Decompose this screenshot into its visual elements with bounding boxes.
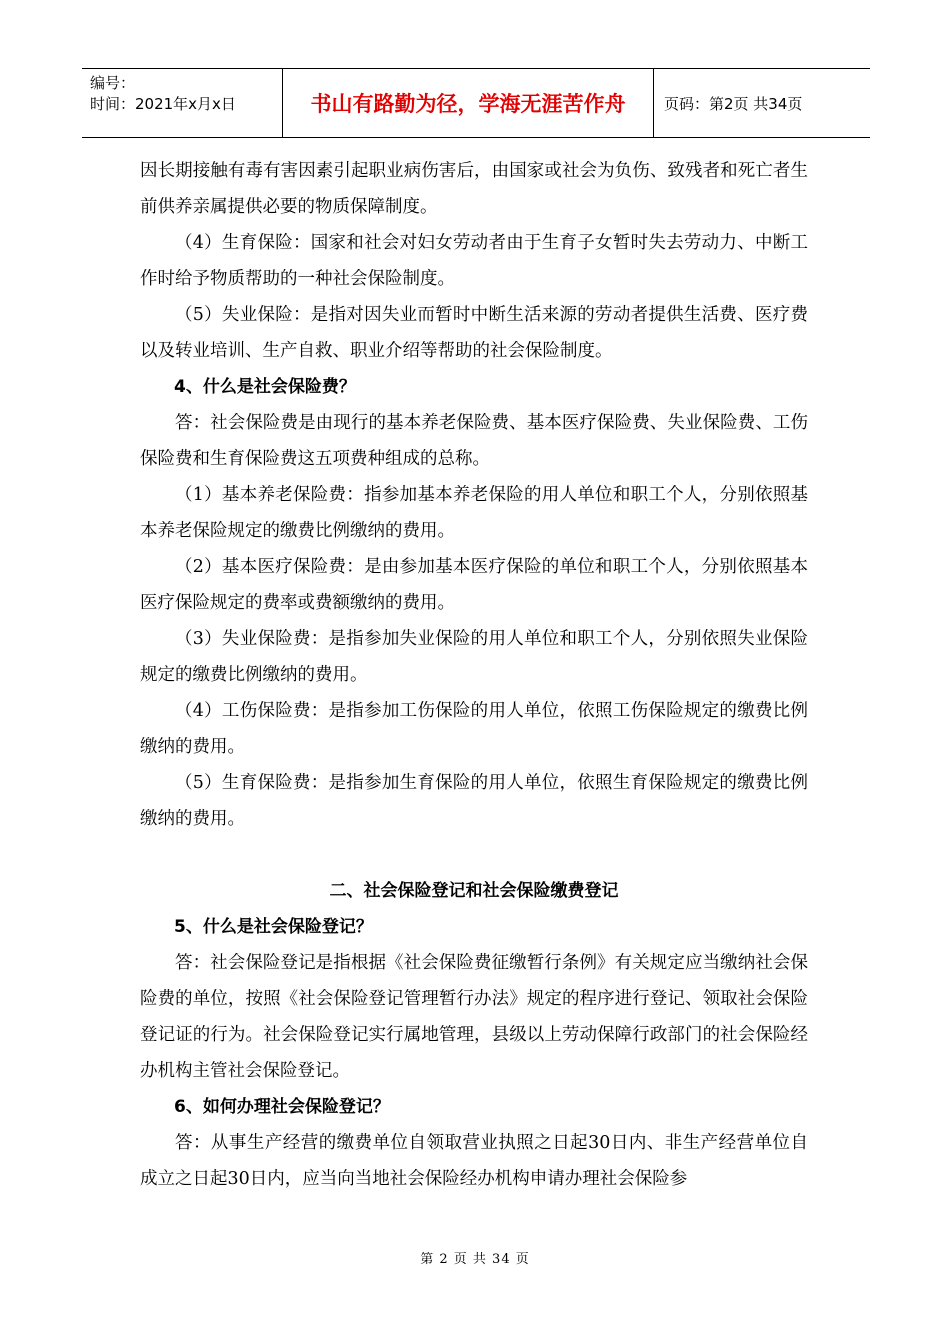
question-heading: 6、如何办理社会保险登记？ <box>174 1097 390 1117</box>
paragraph: （4）工伤保险费：是指参加工伤保险的用人单位，依照工伤保险规定的缴费比例缴纳的费用。 <box>140 701 808 757</box>
answer-paragraph: 答：社会保险费是由现行的基本养老保险费、基本医疗保险费、失业保险费、工伤保险费和生育保险费这五项费种组成的总称。 <box>140 413 808 469</box>
paragraph: （1）基本养老保险费：指参加基本养老保险的用人单位和职工个人，分别依照基本养老保险规定的缴费比例缴纳的费用。 <box>140 485 808 541</box>
page-footer: 第 2 页 共 34 页 <box>420 1252 530 1267</box>
paragraph: （2）基本医疗保险费：是由参加基本医疗保险的单位和职工个人，分别依照基本医疗保险规定的费率或费额缴纳的费用。 <box>140 557 808 613</box>
paragraph: 因长期接触有毒有害因素引起职业病伤害后，由国家或社会为负伤、致残者和死亡者生前供养亲属提供必要的物质保障制度。 <box>140 161 808 217</box>
header-motto: 书山有路勤为径，学海无涯苦作舟 <box>283 69 654 137</box>
time-label: 时间：2021年x月x日 <box>90 95 236 113</box>
section-heading: 二、社会保险登记和社会保险缴费登记 <box>329 881 619 901</box>
paragraph: （5）生育保险费：是指参加生育保险的用人单位，依照生育保险规定的缴费比例缴纳的费用。 <box>140 773 808 829</box>
paragraph: （5）失业保险：是指对因失业而暂时中断生活来源的劳动者提供生活费、医疗费以及转业培训、生产自救、职业介绍等帮助的社会保险制度。 <box>140 305 808 361</box>
answer-paragraph: 答：从事生产经营的缴费单位自领取营业执照之日起30日内、非生产经营单位自成立之日起30日内，应当向当地社会保险经办机构申请办理社会保险参 <box>140 1133 808 1189</box>
paragraph: （4）生育保险：国家和社会对妇女劳动者由于生育子女暂时失去劳动力、中断工作时给予物质帮助的一种社会保险制度。 <box>140 233 808 289</box>
question-heading: 5、什么是社会保险登记？ <box>174 917 373 937</box>
header-page-info: 页码：第2页 共34页 <box>664 94 803 113</box>
question-heading: 4、什么是社会保险费？ <box>174 377 356 397</box>
page-header <box>82 68 870 138</box>
number-label: 编号： <box>90 74 136 92</box>
answer-paragraph: 答：社会保险登记是指根据《社会保险费征缴暂行条例》有关规定应当缴纳社会保险费的单位，按照《社会保险登记管理暂行办法》规定的程序进行登记、领取社会保险登记证的行为。社会保险登记实行属地管理，县级以上劳动保障行政部门的社会保险经办机构主管社会保险登记。 <box>140 953 808 1081</box>
document-body <box>140 153 808 1197</box>
header-meta <box>82 69 283 137</box>
paragraph: （3）失业保险费：是指参加失业保险的用人单位和职工个人，分别依照失业保险规定的缴费比例缴纳的费用。 <box>140 629 808 685</box>
